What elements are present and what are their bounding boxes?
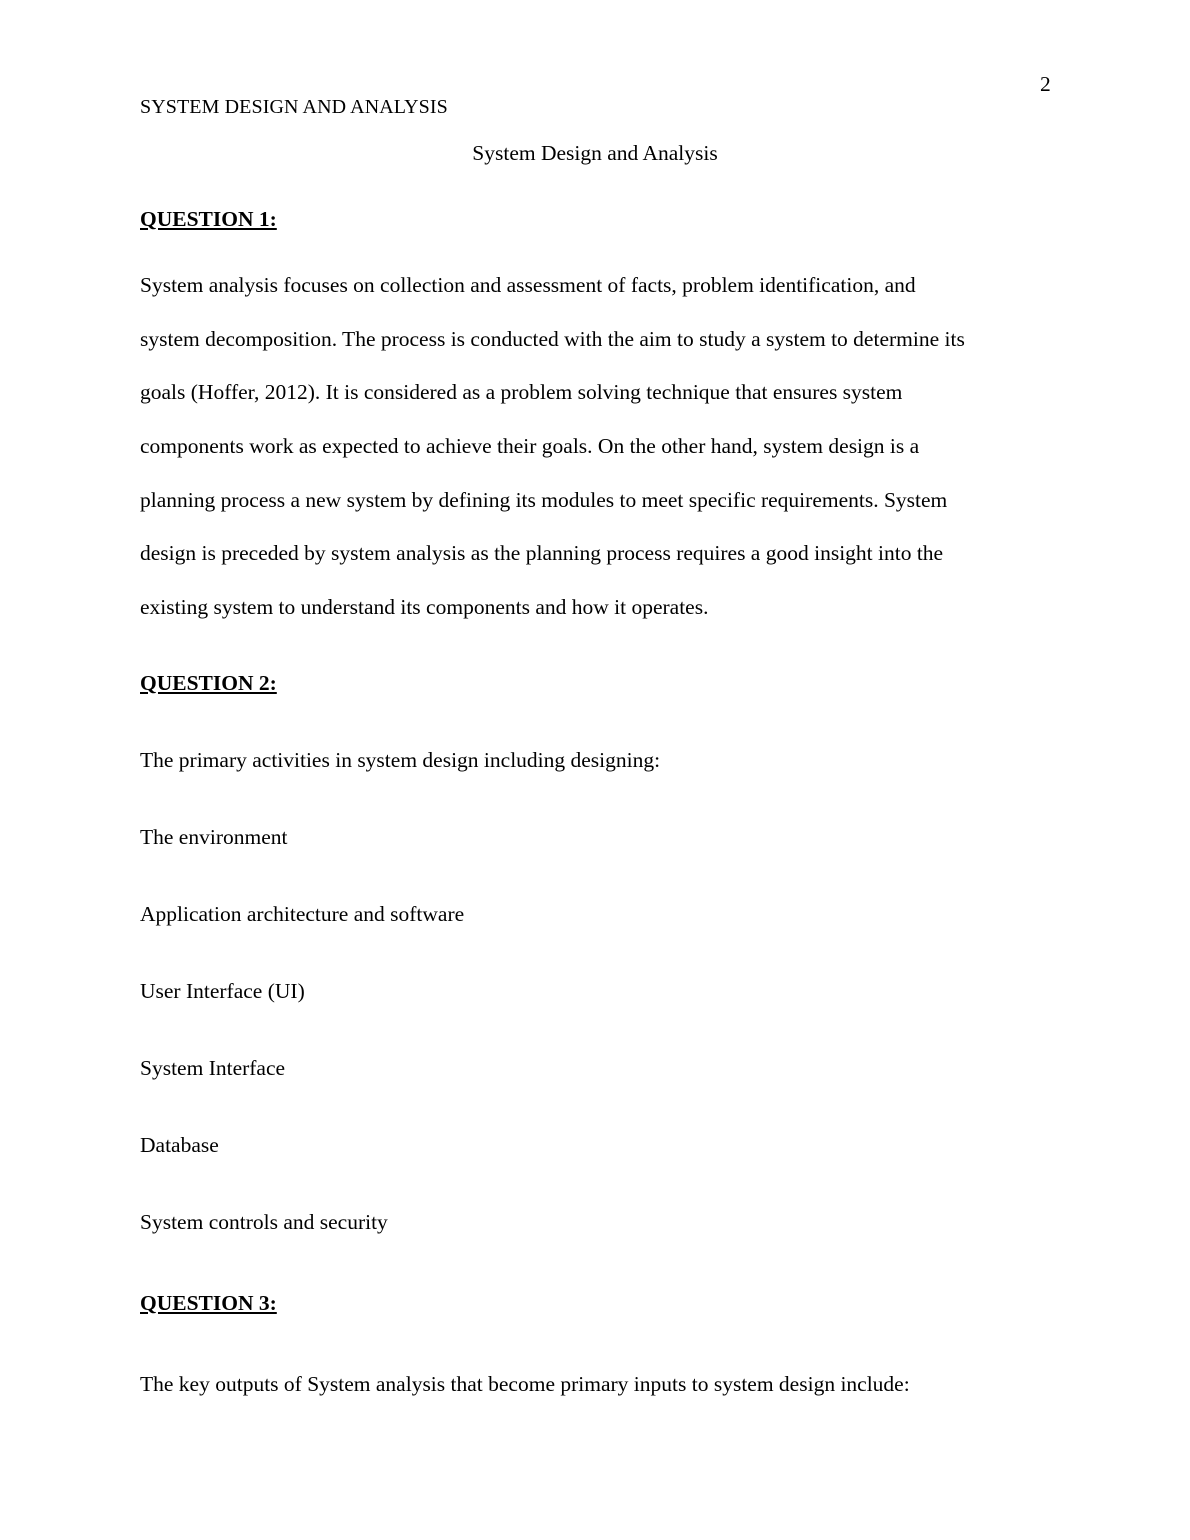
list-item: System controls and security [140,1210,388,1234]
question-2-heading: QUESTION 2: [140,671,277,695]
paragraph-line: design is preceded by system analysis as the planning process requires a good insight into the [140,541,944,566]
paragraph-line: existing system to understand its components and how it operates. [140,595,709,620]
page-number: 2 [1040,72,1051,96]
question-2-intro: The primary activities in system design including designing: [140,748,661,772]
running-head: SYSTEM DESIGN AND ANALYSIS [140,96,448,118]
paragraph-line: planning process a new system by defining its modules to meet specific requirements. System [140,487,948,512]
paragraph-line: system decomposition. The process is conducted with the aim to study a system to determine its [140,326,965,351]
list-item: System Interface [140,1056,286,1080]
list-item: Database [140,1133,219,1157]
question-3-intro: The key outputs of System analysis that become primary inputs to system design include: [140,1372,910,1396]
question-3-heading: QUESTION 3: [140,1291,277,1315]
list-item: Application architecture and software [140,902,465,926]
paragraph-line: System analysis focuses on collection and assessment of facts, problem identification, and [140,273,916,297]
list-item: The environment [140,825,288,849]
question-1-heading: QUESTION 1: [140,207,277,231]
question-1-answer [140,268,1050,644]
paragraph-line: goals (Hoffer, 2012). It is considered as a problem solving technique that ensures system [140,380,903,405]
paragraph-line: components work as expected to achieve their goals. On the other hand, system design is a [140,434,920,459]
document-title: System Design and Analysis [472,141,718,165]
list-item: User Interface (UI) [140,979,305,1003]
